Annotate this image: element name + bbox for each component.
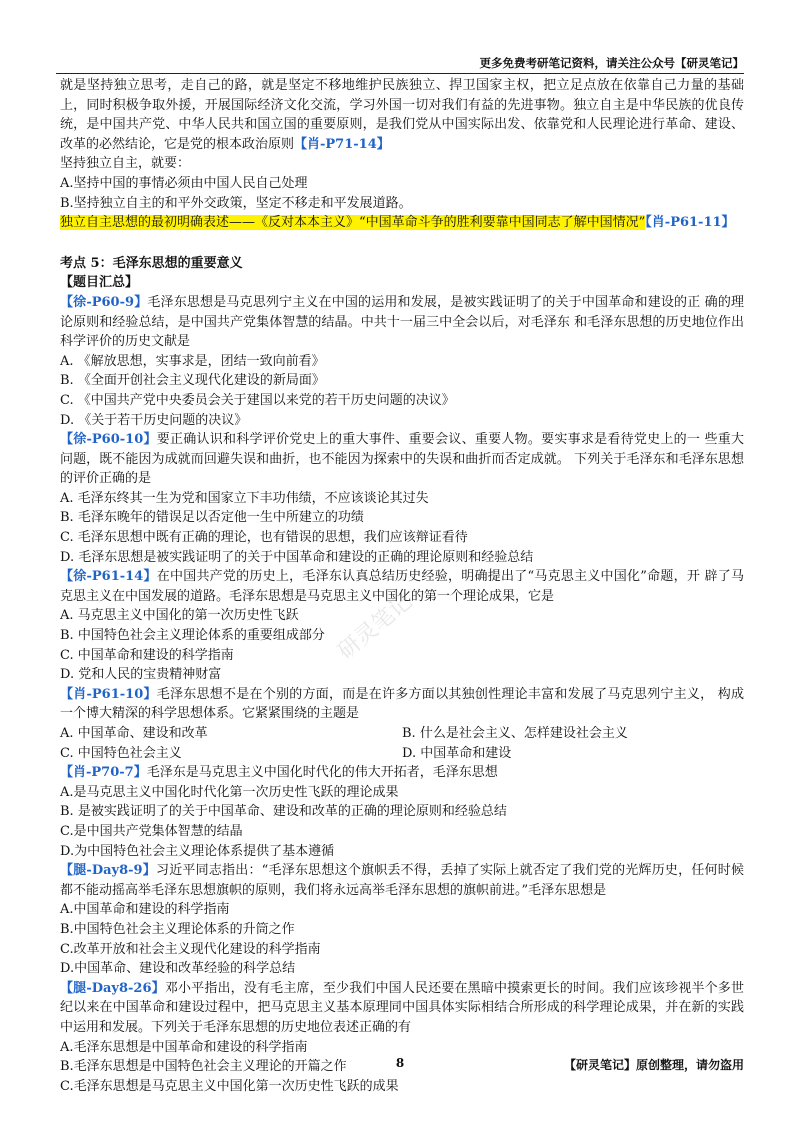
question-stem (60, 685, 744, 724)
section-subtitle: 【题目汇总】 (60, 275, 139, 291)
question-source-tag: 【肖-P61-10】 (60, 686, 157, 702)
section-title: 考点 5：毛泽东思想的重要意义 (60, 255, 243, 271)
answer-option: B. 中国特色社会主义理论体系的重要组成部分 (60, 628, 325, 644)
answer-option: C.改革开放和社会主义现代化建设的科学指南 (60, 941, 321, 957)
question-stem (60, 293, 744, 352)
page-content (60, 76, 744, 1096)
answer-option: D. 党和人民的宝贵精神财富 (60, 667, 222, 683)
question-stem (60, 979, 744, 1038)
question-source-tag: 【徐-P60-10】 (60, 432, 157, 448)
intro-text: 就是坚持独立思考，走自己的路，就是坚定不移地维护民族独立、捍卫国家主权，把立足点放在依靠自己力量的基础上，同时积极争取外援，开展国际经济文化交流，学习外国一切对我们有益的先进事物。独立自主是中华民族的优良传统，是中国共产党、中华人民共和国立国的重要原则，是我们党从中国实际出发、依靠党和人民理论进行革命、建设、改革的必然结论，它是党的根本政治原则 (60, 78, 744, 152)
answer-option: D.中国革命、建设和改革经验的科学总结 (60, 961, 296, 977)
source-tag: 【肖-P71-14】 (294, 136, 390, 152)
answer-option: A. 中国革命、建设和改革 (60, 726, 208, 741)
question-stem (60, 567, 744, 606)
question-text: 习近平同志指出：“毛泽东思想这个旗帜丢不得，丢掉了实际上就否定了我们党的光辉历史，任何时候都不能动摇高举毛泽东思想旗帜的原则，我们将永远高举毛泽东思想的旗帜前进。”毛泽东思想是 (60, 863, 744, 898)
source-tag: 【肖-P61-11】 (645, 215, 735, 231)
question-text: 邓小平指出，没有毛主席，至少我们中国人民还要在黑暗中摸索更长的时间。我们应该珍视半个多世纪以来在中国革命和建设过程中，把马克思主义基本原理同中国具体实际相结合所形成的科学理论成果，并在新的实践中运用和发展。下列关于毛泽东思想的历史地位表述正确的有 (60, 980, 744, 1035)
watermark: 研灵笔记 (333, 589, 418, 665)
question-text: 在中国共产党的历史上，毛泽东认真总结历史经验，明确提出了“马克思主义中国化”命题，开 辟了马克思主义在中国发展的道路。毛泽东思想是马克思主义中国化的第一个理论成果，它是 (60, 569, 744, 604)
answer-option: D. 中国革命和建设 (402, 745, 512, 761)
answer-option: C. 《中国共产党中央委员会关于建国以来党的若干历史问题的决议》 (60, 392, 455, 408)
question-stem (60, 430, 744, 489)
page-header: 更多免费考研笔记资料，请关注公众号【研灵笔记】 (479, 56, 744, 70)
answer-option: B. 是被实践证明了的关于中国革命、建设和改革的正确的理论原则和经验总结 (60, 804, 507, 820)
answer-option: C.是中国共产党集体智慧的结晶 (60, 823, 243, 839)
question-stem (60, 861, 744, 900)
answer-option: D. 《关于若干历史问题的决议》 (60, 412, 248, 428)
intro-point-b: B.坚持独立自主的和平外交政策，坚定不移走和平发展道路。 (60, 195, 412, 211)
intro-paragraph (60, 76, 744, 154)
answer-option: A. 马克思主义中国化的第一次历史性飞跃 (60, 608, 299, 624)
answer-option: C.毛泽东思想是马克思主义中国化第一次历史性飞跃的成果 (60, 1078, 399, 1094)
header-rule (56, 73, 744, 74)
spacer (60, 233, 744, 254)
answer-option: D. 毛泽东思想是被实践证明了的关于中国革命和建设的正确的理论原则和经验总结 (60, 549, 534, 565)
answer-option: A.毛泽东思想是中国革命和建设的科学指南 (60, 1039, 308, 1055)
answer-option-row (60, 744, 744, 764)
question-source-tag: 【徐-P60-9】 (60, 294, 148, 310)
answer-option: B.中国特色社会主义理论体系的升筒之作 (60, 921, 295, 937)
answer-option: A. 毛泽东终其一生为党和国家立下丰功伟绩，不应该谈论其过失 (60, 490, 429, 506)
answer-option: B. 什么是社会主义、怎样建设社会主义 (402, 726, 628, 741)
answer-option: C. 中国革命和建设的科学指南 (60, 647, 234, 663)
intro-lead: 坚持独立自主，就要： (60, 156, 191, 172)
answer-option: C. 中国特色社会主义 (60, 745, 182, 761)
question-source-tag: 【肖-P70-7】 (60, 765, 147, 781)
answer-option-row (60, 724, 744, 744)
question-source-tag: 【徐-P61-14】 (60, 569, 157, 585)
highlighted-note (60, 213, 744, 233)
page-number: 8 (395, 1056, 405, 1070)
question-stem (60, 763, 744, 783)
question-source-tag: 【腿-Day8-9】 (60, 863, 156, 879)
question-text: 毛泽东思想不是在个别的方面，而是在许多方面以其独创性理论丰富和发展了马克思列宁主义， 构成一个博大精深的科学思想体系。它紧紧围绕的主题是 (60, 686, 744, 722)
answer-option: C. 毛泽东思想中既有正确的理论，也有错误的思想，我们应该辩证看待 (60, 530, 468, 546)
question-text: 要正确认识和科学评价党史上的重大事件、重要会议、重要人物。要实事求是看待党史上的一 些重大问题，既不能因为成就而回避失误和曲折，也不能因为探索中的失误和曲折而否定成就。 下列关于毛泽东和毛泽东思想的评价正确的是 (60, 432, 744, 487)
answer-option: A.中国革命和建设的科学指南 (60, 902, 230, 918)
answer-option: A.是马克思主义中国化时代化第一次历史性飞跃的理论成果 (60, 784, 399, 800)
question-text: 毛泽东思想是马克思列宁主义在中国的运用和发展，是被实践证明了的关于中国革命和建设的正 确的理论原则和经验总结，是中国共产党集体智慧的结晶。中共十一届三中全会以后，对毛泽东 和毛泽东思想的历史地位作出科学评价的历史文献是 (60, 294, 744, 350)
question-list (60, 293, 744, 1096)
answer-option: A. 《解放思想，实事求是，团结一致向前看》 (60, 353, 325, 369)
intro-point-a: A.坚持中国的事情必须由中国人民自己处理 (60, 175, 308, 191)
footer-note: 【研灵笔记】原创整理，请勿盗用 (563, 1058, 744, 1072)
question-text: 毛泽东是马克思主义中国化时代化的伟大开拓者，毛泽东思想 (146, 765, 498, 781)
answer-option: B. 毛泽东晚年的错误足以否定他一生中所建立的功绩 (60, 510, 364, 526)
question-source-tag: 【腿-Day8-26】 (60, 980, 165, 996)
highlight-text: 独立自主思想的最初明确表述——《反对本本主义》“中国革命斗争的胜利要靠中国同志了解中国情况” (60, 215, 646, 231)
answer-option: B.毛泽东思想是中国特色社会主义理论的开篇之作 (60, 1059, 347, 1075)
answer-option: D.为中国特色社会主义理论体系提供了基本遵循 (60, 843, 335, 859)
answer-option: B. 《全面开创社会主义现代化建设的新局面》 (60, 373, 325, 389)
